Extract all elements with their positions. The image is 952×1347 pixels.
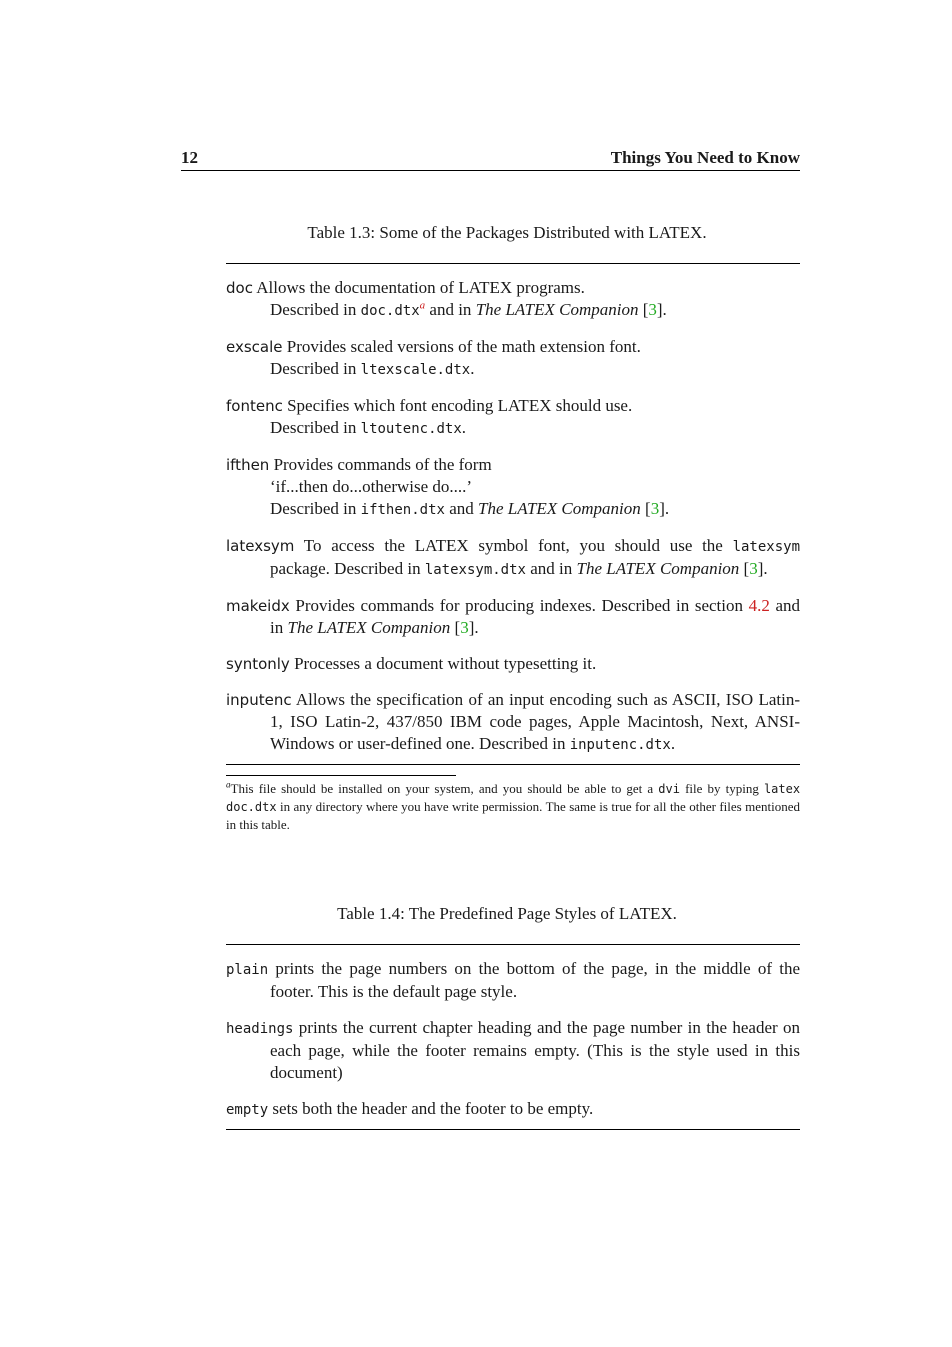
- entry-term: syntonly: [226, 655, 290, 673]
- entry-text: Provides commands for producing indexes. Described in section: [295, 596, 743, 615]
- entry-text: Provides scaled versions of the math extension font.: [286, 337, 641, 356]
- table-1-3: [226, 222, 800, 833]
- entry-text: prints the page numbers on the bottom of the page, in the middle of the footer. This is the default page style.: [270, 959, 800, 1001]
- entry-term: ifthen: [226, 456, 270, 474]
- footnote-rule: [226, 775, 456, 776]
- section-link[interactable]: 4.2: [748, 596, 770, 615]
- table-caption: Table 1.4: The Predefined Page Styles of LATEX.: [337, 904, 677, 923]
- entry-term: empty: [226, 1102, 269, 1118]
- entry-text: and in: [530, 559, 573, 578]
- entry-term: plain: [226, 962, 269, 978]
- entry-inputenc: inputenc Allows the specification of an input encoding such as ASCII, ISO Latin-1, ISO Latin-2, 437/850 IBM code pages, Apple Macintosh, Next, ANSI-Windows or user-defined one. Described in inputenc.dtx.: [226, 690, 800, 753]
- entry-text: and in: [270, 596, 801, 637]
- entry-latexsym: latexsym To access the LATEX symbol font, you should use the latexsym package. Described in latexsym.dtx and in The LATEX Companion [3].: [226, 536, 800, 578]
- file-name: inputenc.dtx: [569, 737, 671, 753]
- citation-link[interactable]: 3: [749, 559, 758, 578]
- table-top-rule: [226, 263, 800, 264]
- entry-term: doc: [226, 279, 253, 297]
- file-name: ltoutenc.dtx: [360, 421, 462, 437]
- citation-link[interactable]: 3: [650, 499, 660, 518]
- entry-syntonly: [226, 653, 800, 675]
- code-text: latex doc.dtx: [226, 782, 801, 814]
- footnote-text: file by typing: [685, 781, 759, 796]
- entry-makeidx: makeidx Provides commands for producing indexes. Described in section 4.2 and in The LATEX Companion [3].: [226, 596, 801, 637]
- entry-text: Provides commands of the form: [273, 455, 492, 474]
- file-name: ifthen.dtx: [360, 502, 445, 518]
- entry-term: headings: [226, 1021, 294, 1037]
- footnote-mark: a: [226, 779, 231, 790]
- entry-text: ‘if...then do...otherwise do....’: [270, 477, 473, 496]
- entry-text: and: [449, 499, 474, 518]
- entry-fontenc: fontenc Specifies which font encoding LATEX should use. Described in ltoutenc.dtx.: [226, 396, 633, 437]
- page-header: [181, 148, 800, 171]
- entry-text: Processes a document without typesetting it.: [294, 654, 597, 673]
- citation-link[interactable]: 3: [648, 300, 657, 319]
- entry-term: exscale: [226, 338, 283, 356]
- file-name: ltexscale.dtx: [360, 362, 471, 378]
- table-caption: Table 1.3: Some of the Packages Distributed with LATEX.: [307, 223, 707, 242]
- entry-text: and in: [429, 300, 472, 319]
- entry-empty: [226, 1098, 800, 1121]
- entry-text: Described in: [270, 359, 357, 378]
- entry-plain: [226, 958, 800, 1003]
- book-title: The LATEX Companion: [287, 618, 451, 637]
- footnote: [226, 780, 800, 833]
- entry-term: fontenc: [226, 397, 283, 415]
- entry-term: makeidx: [226, 597, 290, 615]
- footnote-mark[interactable]: a: [419, 299, 426, 312]
- entry-text: prints the current chapter heading and the page number in the header on each page, while the footer remains empty. (This is the style used in this document): [270, 1018, 800, 1082]
- footnote-text: This file should be installed on your system, and you should be able to get a: [230, 781, 654, 796]
- file-name: doc.dtx: [360, 303, 420, 319]
- entry-term: inputenc: [226, 691, 292, 709]
- package-name: latexsym: [732, 539, 800, 555]
- entry-exscale: exscale Provides scaled versions of the math extension font. Described in ltexscale.dtx.: [226, 337, 641, 378]
- entry-text: Allows the documentation of LATEX programs.: [256, 278, 585, 297]
- entry-term: latexsym: [226, 537, 295, 555]
- entry-text: package. Described in: [270, 559, 421, 578]
- entry-text: Specifies which font encoding LATEX should use.: [287, 396, 633, 415]
- file-name: latexsym.dtx: [424, 562, 526, 578]
- entry-text: Allows the specification of an input encoding such as ASCII, ISO Latin-1, ISO Latin-2, 437/850 IBM code pages, Apple Macintosh, Next, ANSI-Windows or user-defined one. Described in: [270, 690, 800, 753]
- entry-doc: doc Allows the documentation of LATEX programs. Described in doc.dtx$^a$ and in The LATEX Companion [3].: [226, 278, 667, 319]
- citation-link[interactable]: 3: [460, 618, 469, 637]
- footnote-text: in any directory where you have write permission. The same is true for all the other files mentioned in this table.: [226, 799, 801, 832]
- entry-headings: [226, 1017, 800, 1084]
- page-number: 12: [181, 148, 198, 167]
- entry-text: Described in: [270, 499, 357, 518]
- running-title: Things You Need to Know: [610, 148, 800, 167]
- code-text: dvi: [658, 782, 680, 796]
- entry-text: Described in: [270, 300, 357, 319]
- entry-text: To access the LATEX symbol font, you should use the: [303, 536, 723, 555]
- entry-text: Described in: [270, 418, 357, 437]
- entry-ifthen: ifthen Provides commands of the form ‘if...then do...otherwise do....’ Described in ifthen.dtx and The LATEX Companion [3].: [226, 455, 670, 518]
- entry-text: sets both the header and the footer to be empty.: [272, 1099, 594, 1118]
- book-title: The LATEX Companion: [475, 300, 639, 319]
- table-bottom-rule: [226, 1129, 800, 1130]
- table-bottom-rule: [226, 764, 800, 765]
- book-title: The LATEX Companion: [477, 499, 641, 518]
- book-title: The LATEX Companion: [576, 559, 740, 578]
- table-1-4: [226, 903, 800, 1130]
- table-top-rule: [226, 944, 800, 945]
